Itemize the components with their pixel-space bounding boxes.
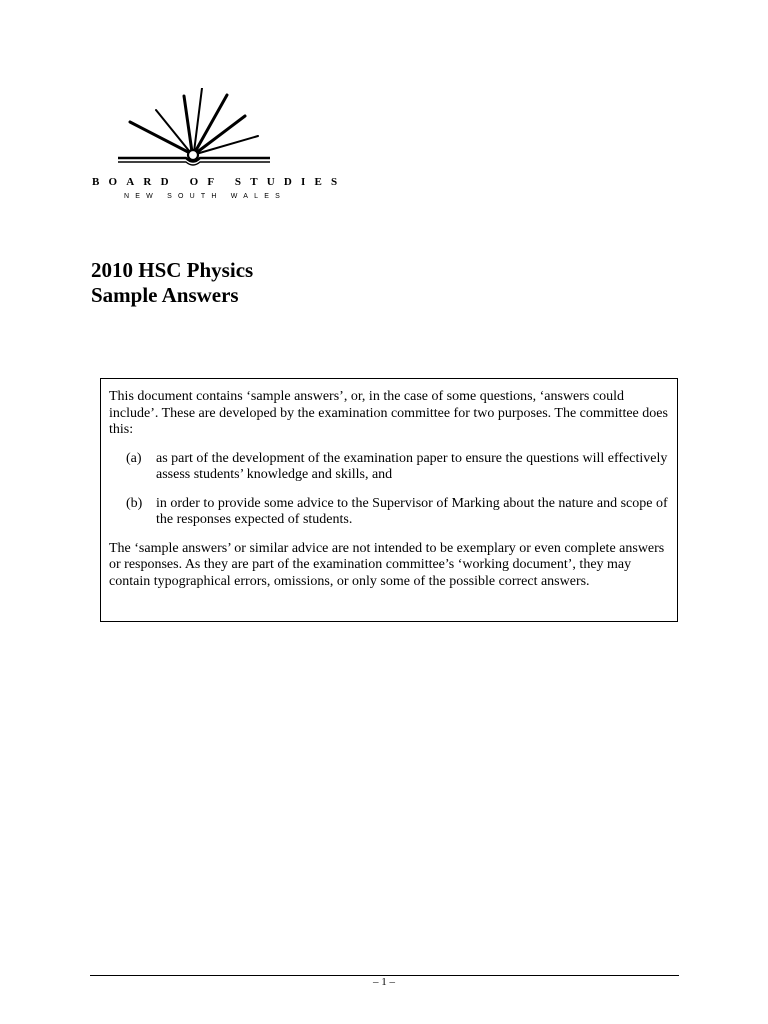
board-of-studies-logo	[88, 88, 347, 206]
organization-name: BOARD OF STUDIES	[92, 176, 347, 188]
list-item-text: as part of the development of the examination paper to ensure the questions will effectively assess students’ knowledge and skills, and	[156, 450, 668, 482]
document-title	[91, 258, 253, 308]
document-title-line-2: Sample Answers	[91, 283, 239, 307]
notice-list-item	[126, 496, 669, 529]
sunburst-book-icon	[116, 88, 272, 168]
list-item-marker: (a)	[126, 450, 142, 466]
notice-box	[100, 378, 678, 622]
page-number: – 1 –	[373, 976, 395, 988]
list-item-text: in order to provide some advice to the Supervisor of Marking about the nature and scope of the responses expected of students.	[156, 495, 668, 527]
notice-intro: This document contains ‘sample answers’, or, in the case of some questions, ‘answers could include’. These are developed by the examination committee for two purposes. The committee does this:	[109, 389, 668, 437]
list-item-marker: (b)	[126, 495, 143, 511]
notice-closing: The ‘sample answers’ or similar advice are not intended to be exemplary or even complete answers or responses. As they are part of the examination committee’s ‘working document’, they may contain typographical errors, omissions, or only some of the possible correct answers.	[109, 540, 665, 589]
organization-state: NEW SOUTH WALES	[124, 193, 286, 200]
notice-list-item	[126, 451, 669, 484]
document-title-line-1: 2010 HSC Physics	[91, 258, 254, 282]
